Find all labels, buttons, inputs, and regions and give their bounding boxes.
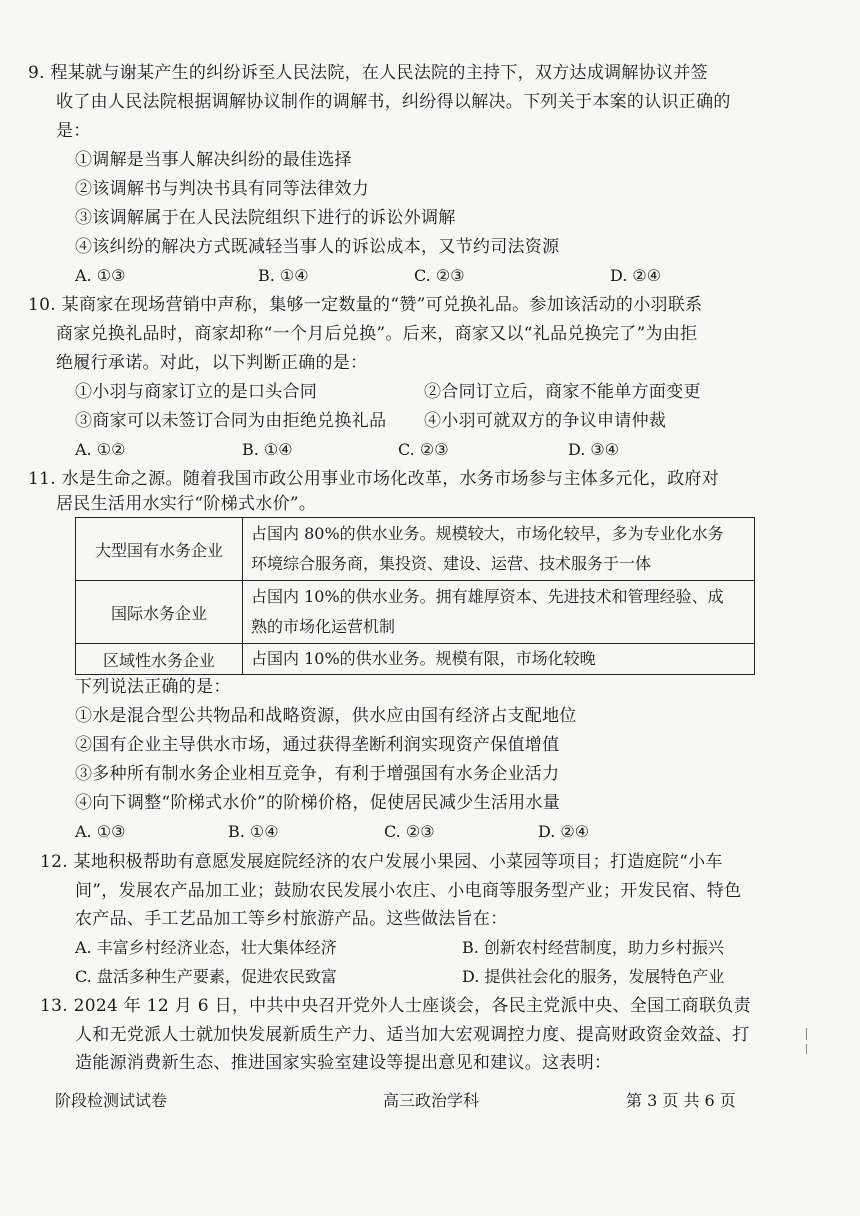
scan-mark [806, 1044, 807, 1054]
q11-stem-line-1: 11. 水是生命之源。随着我国市政公用事业市场化改革，水务市场参与主体多元化，政府对 [28, 469, 720, 489]
q10-option-a: A. ①② [75, 440, 126, 459]
water-enterprise-table [75, 517, 755, 675]
table-row [76, 644, 755, 675]
scan-mark [806, 1028, 807, 1040]
q9-option-d: D. ②④ [610, 266, 662, 285]
footer-center: 高三政治学科 [383, 1091, 480, 1110]
q9-statement-4: ④该纠纷的解决方式既减轻当事人的诉讼成本，又节约司法资源 [75, 237, 560, 257]
table-row [76, 581, 755, 644]
q10-option-b: B. ①④ [242, 440, 293, 459]
q10-statement-2: ②合同订立后，商家不能单方面变更 [424, 382, 701, 402]
q10-statement-1: ①小羽与商家订立的是口头合同 [75, 382, 318, 402]
table-cell-desc [243, 518, 755, 581]
table-cell-name: 区域性水务企业 [76, 644, 243, 675]
q12-option-d: D. 提供社会化的服务，发展特色产业 [462, 967, 725, 986]
q11-statement-2: ②国有企业主导供水市场，通过获得垄断利润实现资产保值增值 [75, 735, 560, 755]
q12-stem-line-2: 间”，发展农产品加工业；鼓励农民发展小农庄、小电商等服务型产业；开发民宿、特色 [75, 881, 742, 901]
q9-statement-1: ①调解是当事人解决纠纷的最佳选择 [75, 150, 352, 170]
q10-stem-line-3: 绝履行承诺。对此，以下判断正确的是： [56, 353, 368, 373]
q10-statement-4: ④小羽可就双方的争议申请仲裁 [424, 411, 667, 431]
desc-line: 环境综合服务商，集投资、建设、运营、技术服务于一体 [251, 554, 652, 573]
footer-left: 阶段检测试试卷 [55, 1091, 168, 1110]
table-cell-desc [243, 644, 755, 675]
q11-statement-4: ④向下调整“阶梯式水价”的阶梯价格，促使居民减少生活用水量 [75, 793, 561, 813]
desc-line: 占国内 80%的供水业务。规模较大，市场化较早，多为专业化水务 [251, 524, 724, 543]
q11-stem-line-2: 居民生活用水实行“阶梯式水价”。 [56, 494, 317, 514]
table-cell-name: 大型国有水务企业 [76, 518, 243, 581]
q12-stem-line-3: 农产品、手工艺品加工等乡村旅游产品。这些做法旨在： [75, 909, 508, 929]
q12-option-c: C. 盘活多种生产要素，促进农民致富 [75, 967, 337, 986]
q9-statement-2: ②该调解书与判决书具有同等法律效力 [75, 179, 370, 199]
q10-statement-3: ③商家可以未签订合同为由拒绝兑换礼品 [75, 411, 387, 431]
q9-option-b: B. ①④ [258, 266, 309, 285]
q9-option-a: A. ①③ [75, 266, 126, 285]
desc-line: 占国内 10%的供水业务。拥有雄厚资本、先进技术和管理经验、成 [251, 587, 724, 606]
q13-stem-line-2: 人和无党派人士就加快发展新质生产力、适当加大宏观调控力度、提高财政资金效益、打 [75, 1025, 750, 1045]
q10-stem-line-1: 10. 某商家在现场营销中声称，集够一定数量的“赞”可兑换礼品。参加该活动的小羽联系 [28, 295, 703, 315]
q12-stem-line-1: 12. 某地积极帮助有意愿发展庭院经济的农户发展小果园、小菜园等项目；打造庭院“小车 [40, 852, 723, 872]
q9-stem-line-1: 9. 程某就与谢某产生的纠纷诉至人民法院，在人民法院的主持下，双方达成调解协议并签 [28, 63, 708, 83]
q9-stem-line-2: 收了由人民法院根据调解协议制作的调解书，纠纷得以解决。下列关于本案的认识正确的 [56, 92, 731, 112]
table-cell-desc [243, 581, 755, 644]
q11-statement-3: ③多种所有制水务企业相互竞争，有利于增强国有水务企业活力 [75, 764, 560, 784]
q11-option-c: C. ②③ [384, 822, 435, 841]
q9-option-c: C. ②③ [414, 266, 465, 285]
q11-prompt: 下列说法正确的是： [75, 677, 231, 697]
desc-line: 熟的市场化运营机制 [251, 617, 396, 636]
q11-option-d: D. ②④ [538, 822, 590, 841]
footer-page-number: 第 3 页 共 6 页 [626, 1091, 736, 1110]
q11-option-a: A. ①③ [75, 822, 126, 841]
q13-stem-line-3: 造能源消费新生态、推进国家实验室建设等提出意见和建议。这表明： [75, 1053, 612, 1073]
q10-option-d: D. ③④ [568, 440, 620, 459]
q11-option-b: B. ①④ [228, 822, 279, 841]
desc-line: 占国内 10%的供水业务。规模有限，市场化较晚 [251, 649, 596, 668]
q10-option-c: C. ②③ [398, 440, 449, 459]
q9-stem-line-3: 是： [56, 121, 91, 141]
q12-option-b: B. 创新农村经营制度，助力乡村振兴 [462, 938, 724, 957]
q10-stem-line-2: 商家兑换礼品时，商家却称“一个月后兑换”。后来，商家又以“礼品兑换完了”为由拒 [56, 324, 698, 344]
q12-option-a: A. 丰富乡村经济业态，壮大集体经济 [75, 938, 337, 957]
table-cell-name: 国际水务企业 [76, 581, 243, 644]
q13-stem-line-1: 13. 2024 年 12 月 6 日，中共中央召开党外人士座谈会，各民主党派中央、全国工商联负责 [40, 996, 751, 1016]
q11-statement-1: ①水是混合型公共物品和战略资源，供水应由国有经济占支配地位 [75, 706, 577, 726]
q9-statement-3: ③该调解属于在人民法院组织下进行的诉讼外调解 [75, 208, 456, 228]
table-row [76, 518, 755, 581]
